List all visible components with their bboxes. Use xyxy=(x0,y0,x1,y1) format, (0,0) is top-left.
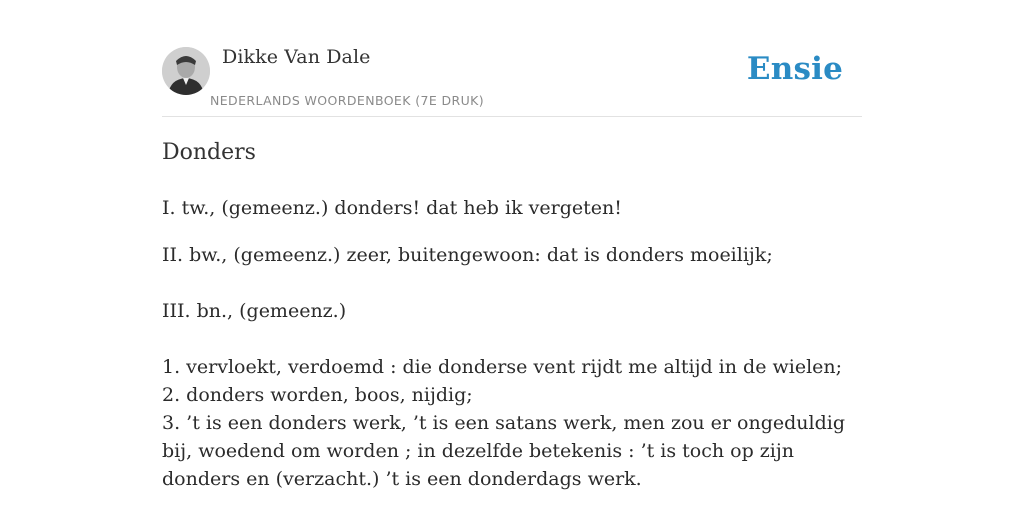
sense-item: 1. vervloekt, verdoemd : die donderse vent rijdt me altijd in de wielen; xyxy=(162,356,843,378)
sense-item: 2. donders worden, boos, nijdig; xyxy=(162,384,473,406)
entry-paragraph: I. tw., (gemeenz.) donders! dat heb ik vergeten! xyxy=(162,197,622,219)
sense-list xyxy=(162,353,862,493)
brand-logo[interactable]: Ensie xyxy=(746,51,843,87)
sense-item: 3. ’t is een donders werk, ’t is een satans werk, men zou er ongeduldig bij, woedend om worden ; in dezelfde betekenis : ’t is toch op zijn donders en (verzacht.) ’t is een donderdags werk. xyxy=(162,412,845,490)
entry-title: Donders xyxy=(162,140,256,165)
entry-body xyxy=(162,194,862,493)
entry-paragraph: II. bw., (gemeenz.) zeer, buitengewoon: dat is donders moeilijk; xyxy=(162,244,773,266)
entry-header xyxy=(162,0,862,117)
entry-card xyxy=(162,0,862,512)
author-avatar[interactable] xyxy=(162,47,210,95)
source-label[interactable]: NEDERLANDS WOORDENBOEK (7E DRUK) xyxy=(210,93,485,108)
author-name[interactable]: Dikke Van Dale xyxy=(222,46,371,68)
entry-paragraph: III. bn., (gemeenz.) xyxy=(162,300,347,322)
